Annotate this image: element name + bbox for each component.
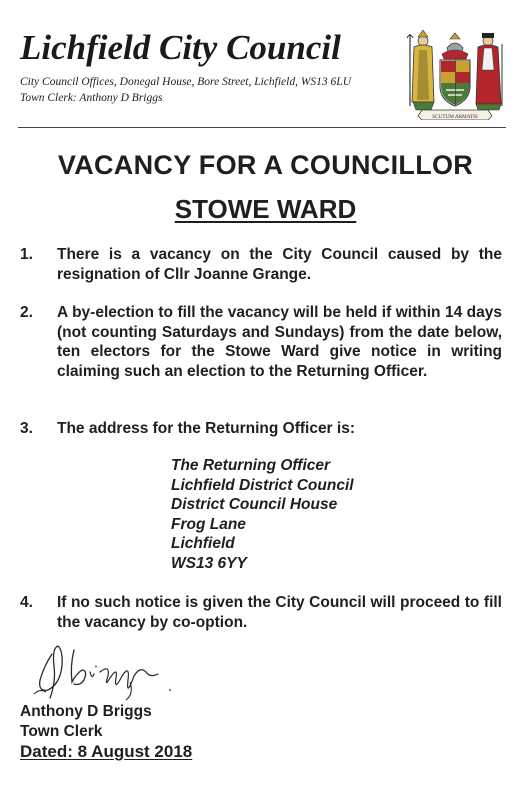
council-address: City Council Offices, Donegal House, Bore Street, Lichfield, WS13 6LU (20, 76, 352, 88)
left-supporter (407, 30, 434, 110)
signer-block (20, 702, 152, 741)
notice-item-2 (20, 303, 502, 381)
signer-role: Town Clerk (20, 722, 103, 740)
notice-item-1 (20, 245, 502, 284)
item-number: 4. (20, 594, 33, 611)
address-line: Lichfield District Council (171, 476, 354, 494)
returning-officer-address (171, 456, 354, 573)
address-line: The Returning Officer (171, 457, 331, 474)
motto-scroll (418, 110, 492, 120)
shield (440, 60, 470, 106)
item-text: If no such notice is given the City Council will proceed to fill the vacancy by co-option. (57, 594, 502, 631)
council-name: Lichfield City Council (20, 28, 341, 67)
crest-helm (442, 33, 468, 59)
letterhead-text (20, 28, 410, 106)
header-divider (18, 127, 506, 128)
town-clerk-line: Town Clerk: Anthony D Briggs (20, 92, 163, 104)
item-text: There is a vacancy on the City Council caused by the resignation of Cllr Joanne Grange. (57, 246, 502, 283)
item-text: The address for the Returning Officer is: (57, 420, 355, 437)
item-number: 3. (20, 420, 33, 437)
ward-title (0, 192, 531, 226)
address-line: District Council House (171, 496, 338, 513)
ward-name: STOWE WARD (174, 194, 357, 224)
item-number: 1. (20, 246, 33, 263)
address-line: WS13 6YY (171, 554, 247, 572)
coat-of-arms-icon (404, 30, 506, 120)
notice-item-3 (20, 419, 502, 439)
notice-item-4 (20, 593, 502, 632)
notice-date: Dated: 8 August 2018 (20, 742, 193, 761)
address-line: Lichfield (171, 535, 235, 552)
handwritten-signature-icon (30, 636, 180, 706)
item-text: A by-election to fill the vacancy will be held if within 14 days (not counting Saturdays and Sundays) from the date below, ten electors for the Stowe Ward give notice in writing claiming such an election to the Returning Officer. (57, 304, 502, 380)
item-number: 2. (20, 304, 33, 321)
address-line: Frog Lane (171, 515, 246, 533)
signer-name: Anthony D Briggs (20, 703, 152, 720)
crest-motto: SCUTUM ARMATIS (432, 114, 478, 120)
notice-title: VACANCY FOR A COUNCILLOR (57, 150, 474, 180)
right-supporter (476, 33, 502, 110)
